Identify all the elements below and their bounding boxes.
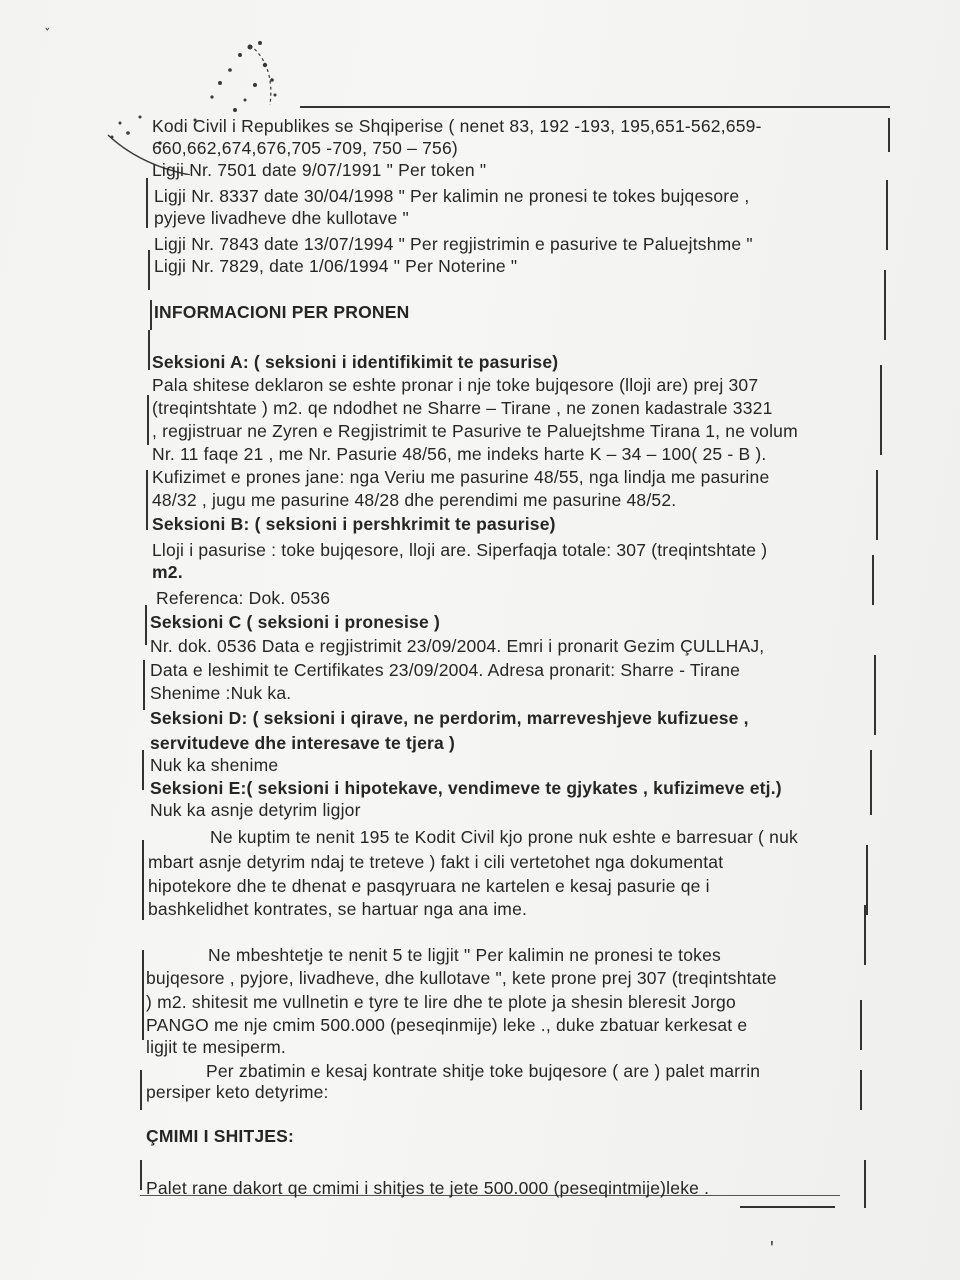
section-d-heading: servitudeve dhe interesave te tjera ) [150,733,456,753]
section-a-line: , regjistruar ne Zyren e Regjistrimit te Pasurive te Paluejtshme Tirana 1, ne volum [152,421,798,441]
section-c-line: Data e leshimit te Certifikates 23/09/2004. Adresa pronarit: Sharre - Tirane [150,660,741,680]
corner-mark: ˯ [44,10,51,32]
paragraph-line: ) m2. shitesit me vullnetin e tyre te lire dhe te plote ja shesin bleresit Jorgo [146,992,736,1012]
section-b-line: m2. [152,562,183,582]
section-a-heading: Seksioni A: ( seksioni i identifikimit te pasurise) [152,352,559,372]
section-a-line: Nr. 11 faqe 21 , me Nr. Pasurie 48/56, me indeks harte K – 34 – 100( 25 - B ). [152,444,767,464]
price-heading: ÇMIMI I SHITJES: [146,1126,295,1146]
paragraph-line: bujqesore , pyjore, livadheve, dhe kullotave ", kete prone prej 307 (treqintshtate [146,968,777,988]
paragraph-line: Ne mbeshtetje te nenit 5 te ligjit " Per kalimin ne pronesi te tokes [208,945,721,965]
legal-ref-line: Ligji Nr. 7501 date 9/07/1991 " Per token " [152,160,487,180]
legal-ref-line: Ligji Nr. 7843 date 13/07/1994 " Per regjistrimin e pasurive te Paluejtshme " [154,234,753,254]
section-e-line: Nuk ka asnje detyrim ligjor [150,800,361,820]
section-a-line: (treqintshtate ) m2. qe ndodhet ne Sharre – Tirane , ne zonen kadastrale 3321 [152,398,773,418]
section-d-line: Nuk ka shenime [150,755,279,775]
section-d-heading: Seksioni D: ( seksioni i qirave, ne perdorim, marreveshjeve kufizuese , [150,708,749,728]
legal-ref-line: 660,662,674,676,705 -709, 750 – 756) [152,138,458,158]
section-b-line: Referenca: Dok. 0536 [156,588,331,608]
paragraph-line: mbart asnje detyrim ndaj te treteve ) fakt i cili vertetohet nga dokumentat [148,852,724,872]
section-a-line: Pala shitese deklaron se eshte pronar i nje toke bujqesore (lloji are) prej 307 [152,375,759,395]
paragraph-line: ligjit te mesiperm. [146,1037,286,1057]
legal-ref-line: Kodi Civil i Republikes se Shqiperise ( nenet 83, 192 -193, 195,651-562,659- [152,116,762,136]
section-c-line: Shenime :Nuk ka. [150,683,292,703]
section-c-heading: Seksioni C ( seksioni i pronesise ) [150,612,441,632]
paragraph-line: bashkelidhet kontrates, se hartuar nga ana ime. [148,899,528,919]
section-c-line: Nr. dok. 0536 Data e regjistrimit 23/09/2004. Emri i pronarit Gezim ÇULLHAJ, [150,636,765,656]
info-heading: INFORMACIONI PER PRONEN [154,302,410,322]
section-b-line: Lloji i pasurise : toke bujqesore, lloji are. Siperfaqja totale: 307 (treqintshtate ) [152,540,768,560]
paragraph-line: hipotekore dhe te dhenat e pasqyruara ne kartelen e kesaj pasurie qe i [148,876,710,896]
section-b-heading: Seksioni B: ( seksioni i pershkrimit te pasurise) [152,514,556,534]
section-e-heading: Seksioni E:( seksioni i hipotekave, vendimeve te gjykates , kufizimeve etj.) [150,778,782,798]
paragraph-line: persiper keto detyrime: [146,1082,329,1102]
bottom-tick-mark: ' [770,1238,774,1260]
legal-ref-line: pyjeve livadheve dhe kullotave " [154,208,409,228]
section-a-line: 48/32 , jugu me pasurine 48/28 dhe perendimi me pasurine 48/52. [152,490,677,510]
paragraph-line: PANGO me nje cmim 500.000 (peseqinmije) leke ., duke zbatuar kerkesat e [146,1015,748,1035]
price-line: Palet rane dakort qe cmimi i shitjes te jete 500.000 (peseqintmije)leke . [146,1178,710,1198]
paragraph-line: Ne kuptim te nenit 195 te Kodit Civil kjo prone nuk eshte e barresuar ( nuk [210,827,798,847]
paragraph-line: Per zbatimin e kesaj kontrate shitje toke bujqesore ( are ) palet marrin [206,1061,761,1081]
section-a-line: Kufizimet e prones jane: nga Veriu me pasurine 48/55, nga lindja me pasurine [152,467,770,487]
legal-ref-line: Ligji Nr. 7829, date 1/06/1994 " Per Noterine " [154,256,518,276]
legal-ref-line: Ligji Nr. 8337 date 30/04/1998 " Per kalimin ne pronesi te tokes bujqesore , [154,186,750,206]
